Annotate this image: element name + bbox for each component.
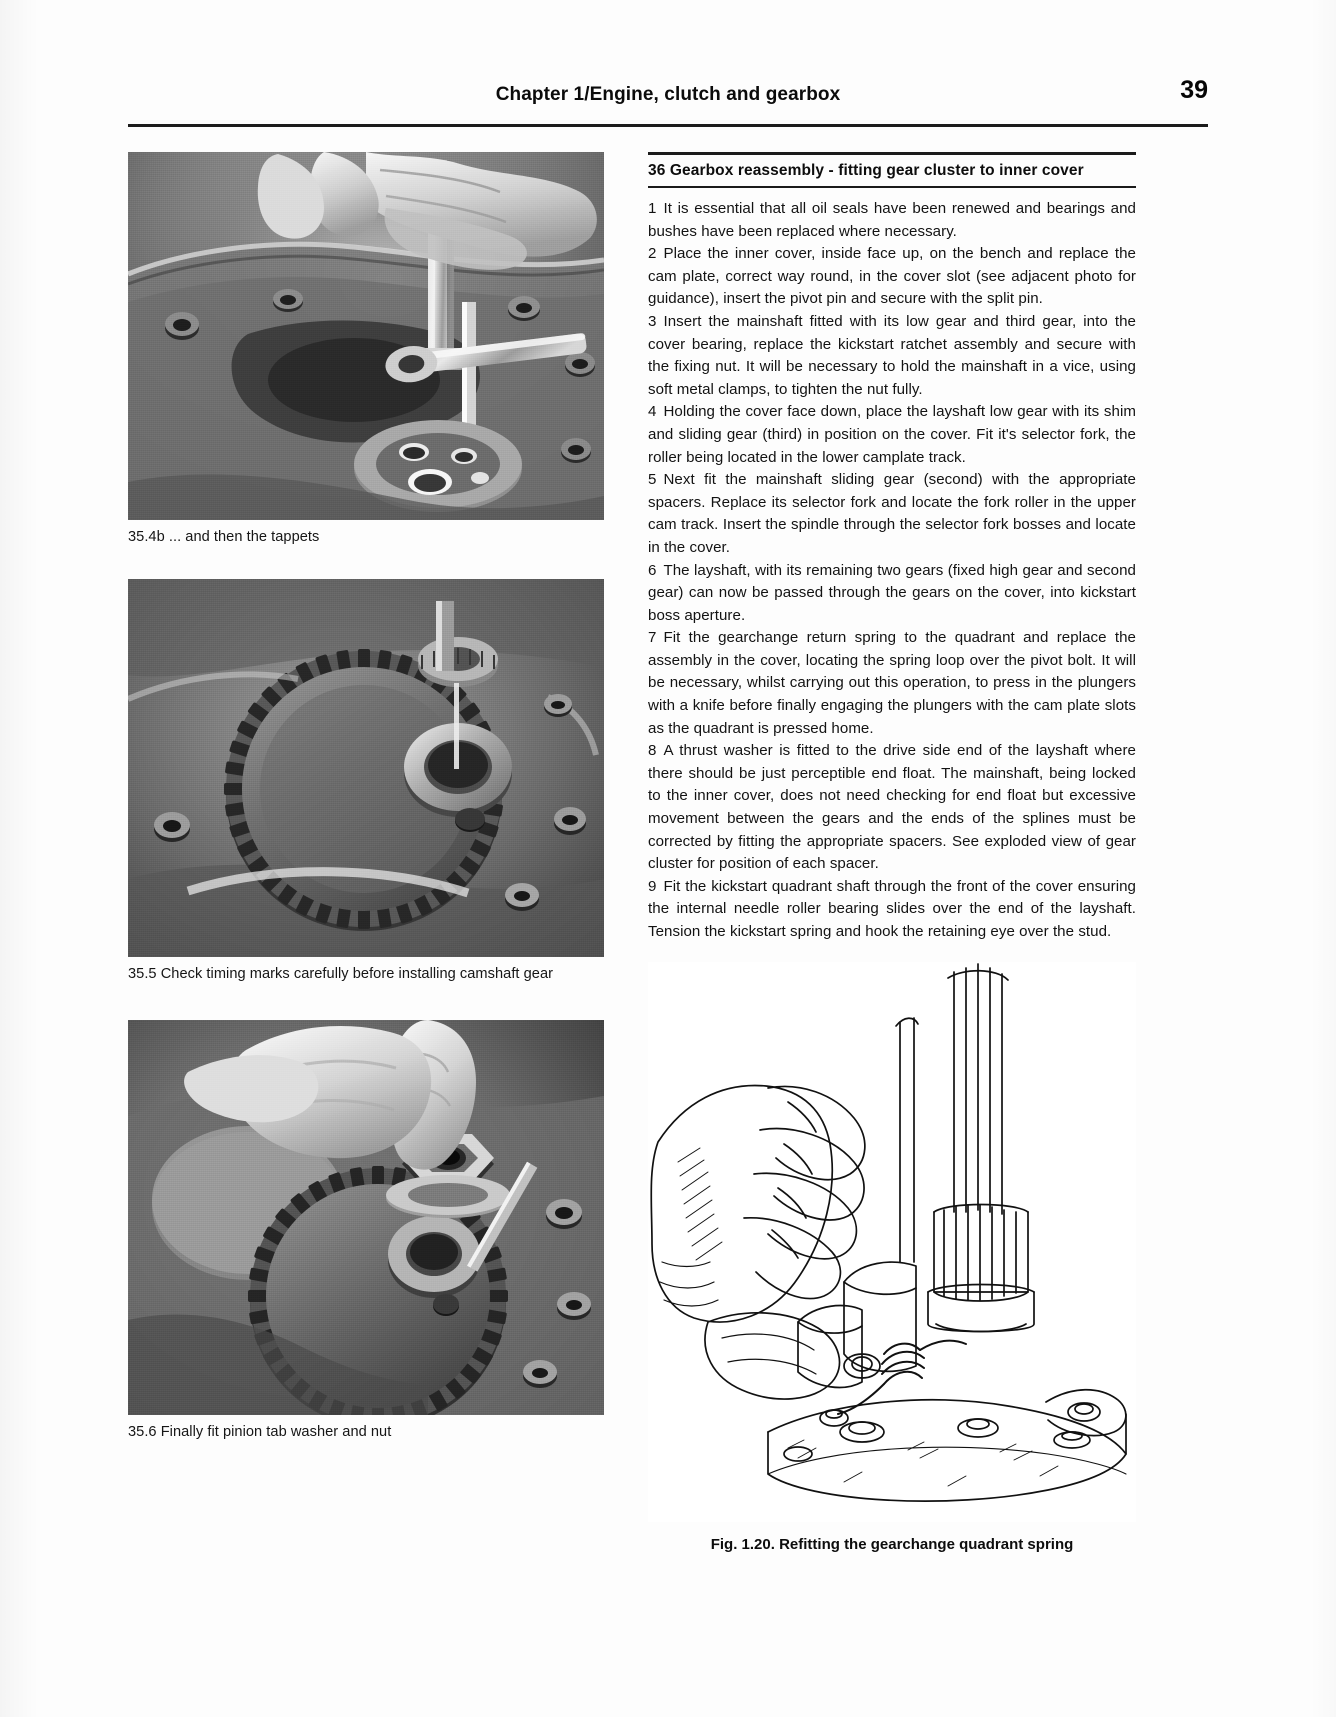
page-title: Chapter 1/Engine, clutch and gearbox [495, 84, 841, 105]
step-9 [648, 876, 1136, 944]
right-column [648, 152, 1136, 1553]
photo-image-35-5 [128, 579, 604, 957]
figure-caption: Fig. 1.20. Refitting the gearchange quadrant spring [710, 1535, 1074, 1553]
figure-photo-35-5 [128, 579, 604, 984]
step-text: Fit the kickstart quadrant shaft through the front of the cover ensuring the internal needle roller bearing slides over the end of the layshaft. Tension the kickstart spring and hook the retaining eye over the stud. [648, 877, 1136, 940]
photo-caption-35-5: 35.5 Check timing marks carefully before installing camshaft gear [128, 966, 554, 982]
figure-photo-35-4b [128, 152, 604, 547]
step-number: 4 [648, 403, 657, 421]
photo-image-35-6 [128, 1020, 604, 1415]
left-column [128, 152, 604, 1448]
step-number: 1 [648, 200, 657, 217]
section-heading: 36 Gearbox reassembly - fitting gear cluster to inner cover [648, 162, 1084, 179]
step-5 [648, 469, 1136, 559]
step-number: 5 [648, 471, 657, 489]
page-number: 39 [1180, 76, 1208, 104]
step-number: 2 [648, 245, 657, 263]
step-1 [648, 198, 1136, 243]
section-body [648, 198, 1136, 944]
step-number: 6 [648, 561, 657, 579]
header-rule [128, 124, 1208, 127]
section-rule-bottom [648, 186, 1136, 188]
step-text: The layshaft, with its remaining two gears (fixed high gear and second gear) can now be passed through the gears on the cover, into kickstart boss aperture. [648, 561, 1136, 624]
step-number: 7 [648, 629, 657, 647]
step-text: Holding the cover face down, place the layshaft low gear with its shim and sliding gear (third) in position on the cover. Fit it's selector fork, the roller being located in the lower camplate track. [648, 403, 1136, 466]
step-number: 9 [648, 877, 657, 895]
step-number: 3 [648, 312, 657, 330]
step-7 [648, 627, 1136, 740]
step-8 [648, 740, 1136, 876]
running-head [128, 76, 1208, 114]
step-text: Insert the mainshaft fitted with its low gear and third gear, into the cover bearing, replace the kickstart ratchet assembly and secure with the fixing nut. It will be necessary to hold the mainshaft in a vice, using soft metal clamps, to tighten the nut fully. [648, 312, 1136, 398]
step-text: It is essential that all oil seals have been renewed and bearings and bushes have been replaced where necessary. [648, 200, 1136, 240]
step-3 [648, 311, 1136, 401]
section-rule-top [648, 152, 1136, 155]
step-text: A thrust washer is fitted to the drive side end of the layshaft where there should be just perceptible end float. The mainshaft, being locked to the inner cover, does not need checking for end float but excessive movement between the gears and the ends of the splines must be corrected by fitting the appropriate spacers. See exploded view of gear cluster for position of each spacer. [648, 742, 1136, 873]
step-text: Fit the gearchange return spring to the quadrant and replace the assembly in the cover, locating the spring loop over the pivot bolt. It will be necessary, whilst carrying out this operation, to press in the plungers with a knife before finally engaging the plungers with the cam plate slots as the quadrant is pressed home. [648, 629, 1136, 737]
step-text: Place the inner cover, inside face up, on the bench and replace the cam plate, correct way round, in the cover slot (see adjacent photo for guidance), insert the pivot pin and secure with the split pin. [648, 245, 1136, 308]
photo-caption-35-4b: 35.4b ... and then the tappets [128, 529, 320, 545]
step-number: 8 [648, 742, 657, 760]
photo-image-35-4b [128, 152, 604, 520]
photo-caption-35-6: 35.6 Finally fit pinion tab washer and nut [128, 1424, 392, 1440]
figure-1-20-illustration [648, 962, 1136, 1522]
step-text: Next fit the mainshaft sliding gear (second) with the appropriate spacers. Replace its selector fork and locate the fork roller in the upper cam track. Insert the spindle through the selector fork bosses and locate in the cover. [648, 471, 1136, 556]
step-4 [648, 401, 1136, 469]
step-2 [648, 243, 1136, 311]
figure-1-20 [648, 962, 1136, 1553]
figure-photo-35-6 [128, 1020, 604, 1442]
step-6 [648, 560, 1136, 628]
